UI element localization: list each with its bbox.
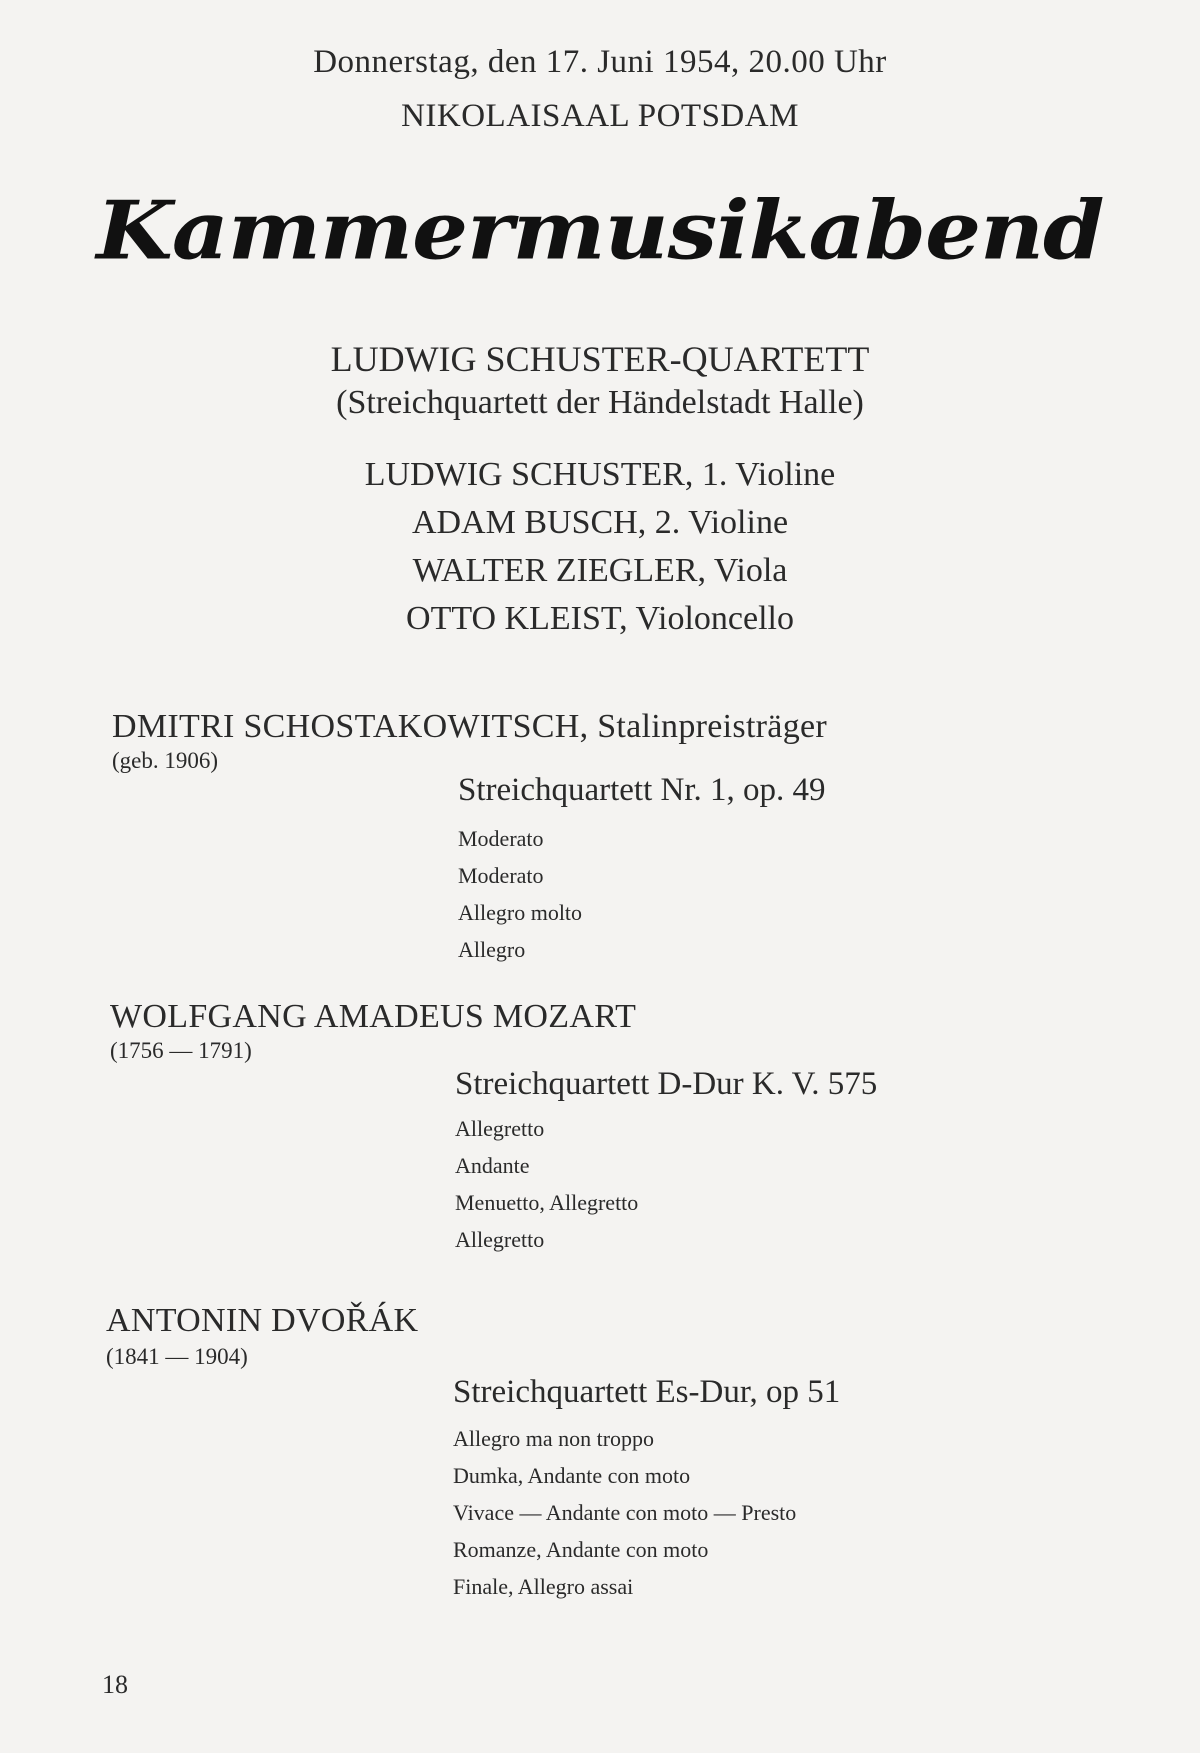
movement: Allegretto (455, 1116, 545, 1141)
work-title: Streichquartett D-Dur K. V. 575 (455, 1066, 878, 1102)
composer-name: ANTONIN DVOŘÁK (106, 1302, 419, 1339)
member-line: LUDWIG SCHUSTER, 1. Violine (364, 456, 836, 493)
movement: Moderato (458, 826, 544, 851)
movement: Finale, Allegro assai (453, 1574, 634, 1599)
movement: Vivace — Andante con moto — Presto (453, 1500, 797, 1525)
movement: Romanze, Andante con moto (453, 1537, 709, 1562)
ensemble-subtitle: (Streichquartett der Händelstadt Halle) (336, 384, 864, 421)
work-title: Streichquartett Nr. 1, op. 49 (458, 772, 826, 808)
composer-dates: (1756 — 1791) (110, 1038, 252, 1063)
member-line: ADAM BUSCH, 2. Violine (411, 504, 789, 541)
member-line: WALTER ZIEGLER, Viola (412, 552, 788, 589)
composer-name: WOLFGANG AMADEUS MOZART (110, 998, 637, 1035)
movement: Andante (455, 1153, 530, 1178)
movement: Moderato (458, 863, 544, 888)
movement: Menuetto, Allegretto (455, 1190, 639, 1215)
concert-venue: NIKOLAISAAL POTSDAM (401, 98, 799, 134)
movement: Allegro molto (458, 900, 583, 925)
composer-dates: (geb. 1906) (112, 748, 219, 773)
movement: Dumka, Andante con moto (453, 1463, 691, 1488)
movement: Allegretto (455, 1227, 545, 1252)
movement: Allegro (458, 937, 526, 962)
composer-name: DMITRI SCHOSTAKOWITSCH, Stalinpreisträger (112, 708, 828, 745)
page-number: 18 (102, 1670, 128, 1699)
concert-title: Kammermusikabend (96, 182, 1104, 278)
work-title: Streichquartett Es-Dur, op 51 (453, 1374, 841, 1410)
ensemble-name: LUDWIG SCHUSTER-QUARTETT (330, 339, 870, 379)
concert-date: Donnerstag, den 17. Juni 1954, 20.00 Uhr (313, 44, 887, 80)
composer-dates: (1841 — 1904) (106, 1344, 248, 1369)
movement: Allegro ma non troppo (453, 1426, 655, 1451)
member-line: OTTO KLEIST, Violoncello (406, 600, 794, 637)
